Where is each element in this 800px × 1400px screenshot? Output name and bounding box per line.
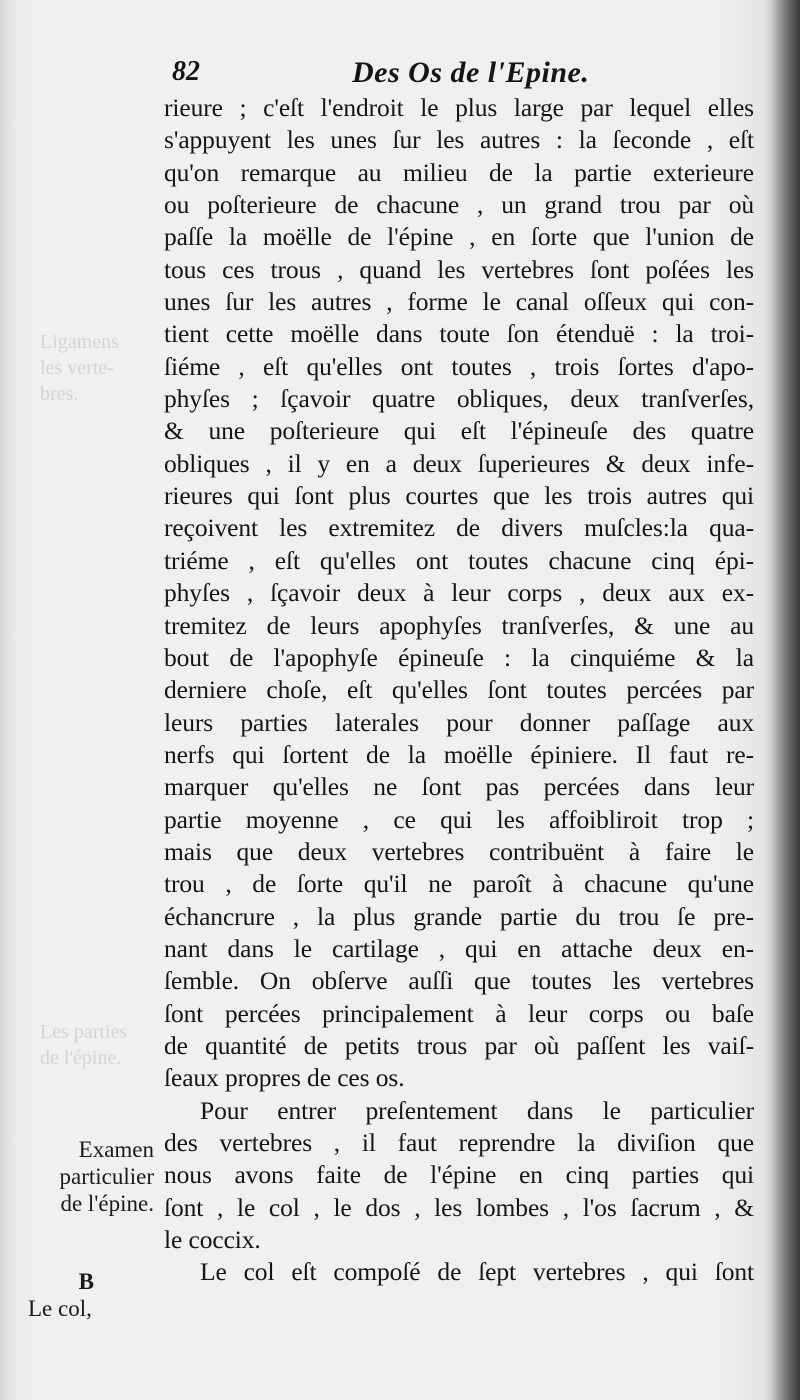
margin-note-line: de l'épine. xyxy=(60,1191,154,1216)
text-line: tremitez de leurs apophyſes tranſverſes, & une au xyxy=(164,610,754,640)
text-line: paſſe la moëlle de l'épine , en ſorte que l'union de xyxy=(164,222,754,252)
text-line: ſiéme , eſt qu'elles ont toutes , trois ſortes d'apo- xyxy=(164,351,754,381)
text-line: marquer qu'elles ne ſont pas percées dans leur xyxy=(164,772,754,802)
text-line: partie moyenne , ce qui les affoibliroit trop ; xyxy=(164,804,754,834)
signature-mark: B xyxy=(78,1269,94,1294)
text-line: leurs parties laterales pour donner paſſage aux xyxy=(164,707,754,737)
text-line: des vertebres , il faut reprendre la diviſion que xyxy=(164,1128,754,1157)
text-line: & une poſterieure qui eſt l'épineuſe des quatre xyxy=(164,416,754,446)
show-through-text: Les parties xyxy=(40,1021,128,1043)
binding-shadow xyxy=(772,0,800,1400)
text-line: rieures qui ſont plus courtes que les trois autres qui xyxy=(164,481,754,511)
text-line: phyſes , ſçavoir deux à leur corps , deux aux ex- xyxy=(164,578,754,608)
text-line: derniere choſe, eſt qu'elles ſont toutes percées par xyxy=(164,675,754,705)
text-line: nant dans le cartilage , qui en attache deux en- xyxy=(164,933,754,963)
text-line: le coccix. xyxy=(164,1225,261,1255)
text-line: tous ces trous , quand les vertebres ſont poſées les xyxy=(164,254,754,284)
text-line: ſeaux propres de ces os. xyxy=(164,1063,405,1093)
margin-note-examen xyxy=(28,1136,154,1217)
text-line: Pour entrer preſentement dans le particulier xyxy=(200,1095,754,1125)
page-number: 82 xyxy=(172,56,200,87)
text-line: ſont , le col , le dos , les lombes , l'os ſacrum , & xyxy=(164,1192,754,1222)
margin-note-line: Examen xyxy=(78,1137,154,1162)
text-line: mais que deux vertebres contribuënt à faire le xyxy=(164,836,754,866)
text-line: nerfs qui ſortent de la moëlle épiniere. Il faut re- xyxy=(164,739,754,769)
text-line: rieure ; c'eſt l'endroit le plus large par lequel elles xyxy=(164,93,754,122)
text-line: reçoivent les extremitez de divers muſcles:la qua- xyxy=(164,513,754,543)
text-line: obliques , il y en a deux ſuperieures & deux infe- xyxy=(164,448,754,478)
text-line: unes ſur les autres , forme le canal oſſeux qui con- xyxy=(164,287,754,317)
running-title: Des Os de l'Epine. xyxy=(352,56,590,89)
margin-note-line: particulier xyxy=(59,1164,154,1189)
text-line: phyſes ; ſçavoir quatre obliques, deux tranſverſes, xyxy=(164,384,754,414)
margin-note-col xyxy=(28,1268,108,1322)
text-line: tient cette moëlle dans toute ſon étenduë : la troi- xyxy=(164,319,754,349)
text-line: bout de l'apophyſe épineuſe : la cinquiéme & la xyxy=(164,642,754,672)
show-through-text: bres. xyxy=(40,383,79,405)
text-line: ſemble. On obſerve auſſi que toutes les vertebres xyxy=(164,966,754,996)
text-line: ou poſterieure de chacune , un grand trou par où xyxy=(164,190,754,220)
body-text xyxy=(164,92,754,1289)
text-line: qu'on remarque au milieu de la partie exterieure xyxy=(164,157,754,187)
page-header xyxy=(172,56,752,96)
show-through-text: les verte- xyxy=(40,357,114,379)
text-line: ſont percées principalement à leur corps ou baſe xyxy=(164,998,754,1028)
show-through-text: de l'épine. xyxy=(40,1047,122,1069)
margin-note-line: Le col, xyxy=(28,1296,92,1321)
text-line: échancrure , la plus grande partie du trou ſe pre- xyxy=(164,901,754,931)
text-line: s'appuyent les unes ſur les autres : la ſeconde , eſt xyxy=(164,125,754,155)
text-line: trou , de ſorte qu'il ne paroît à chacune qu'une xyxy=(164,869,754,899)
text-line: Le col eſt compoſé de ſept vertebres , qui ſont xyxy=(200,1257,754,1287)
text-line: de quantité de petits trous par où paſſent les vaiſ- xyxy=(164,1030,754,1060)
text-line: nous avons faite de l'épine en cinq parties qui xyxy=(164,1160,754,1190)
show-through-text: Ligamens xyxy=(40,331,119,353)
text-line: triéme , eſt qu'elles ont toutes chacune cinq épi- xyxy=(164,545,754,575)
